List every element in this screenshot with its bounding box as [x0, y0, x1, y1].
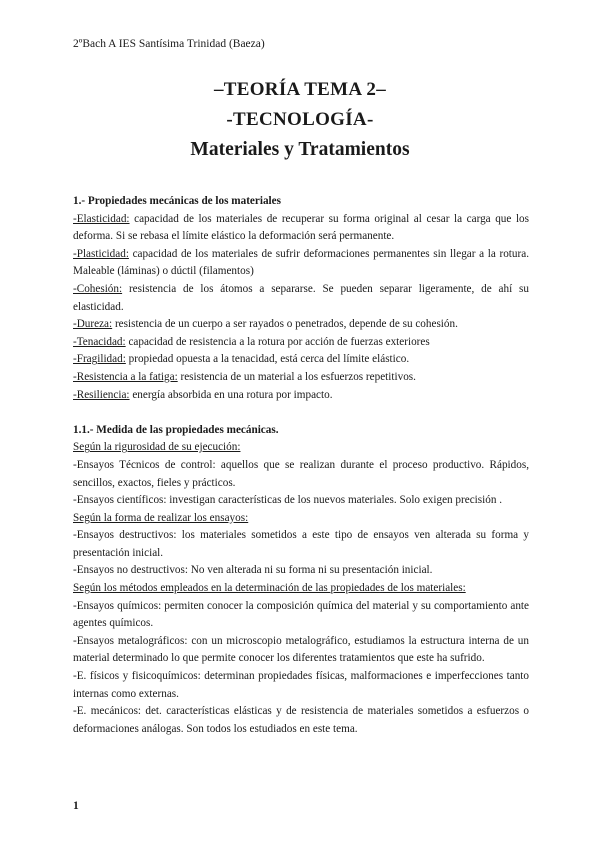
subheading-forma: Según la forma de realizar los ensayos:: [73, 511, 249, 524]
property-definition: resistencia de un cuerpo a ser rayados o penetrados, depende de su cohesión.: [112, 318, 458, 331]
property-definition: resistencia de los átomos a separarse. Se pueden separar ligeramente, de ahí su elasticidad.: [73, 282, 529, 313]
page-number: 1: [73, 800, 79, 812]
subheading-rigurosidad: Según la rigurosidad de su ejecución:: [73, 441, 241, 454]
property-item: [73, 211, 529, 246]
title-block: [0, 78, 600, 162]
paragraph: -E. mecánicos: det. características elásticas y de resistencia de materiales sometidos a esfuerzos o deformaciones análogas. Son todos los estudiados en este tema.: [73, 705, 529, 735]
property-term: -Fragilidad:: [73, 353, 126, 366]
property-term: -Elasticidad:: [73, 212, 130, 225]
property-item: [73, 351, 529, 369]
property-definition: capacidad de los materiales de sufrir deformaciones permanentes sin llegar a la rotura. Maleable (láminas) o dúctil (filamentos): [73, 247, 529, 278]
page-header: 2ºBach A IES Santísima Trinidad (Baeza): [73, 38, 265, 50]
property-term: -Plasticidad:: [73, 247, 129, 260]
paragraph: -Ensayos destructivos: los materiales sometidos a este tipo de ensayos ven alterada su forma y presentación inicial.: [73, 529, 529, 559]
paragraph: -Ensayos metalográficos: con un microscopio metalográfico, estudiamos la estructura interna de un material determinado lo que permite conocer los diferentes tratamientos que este ha sufrido.: [73, 634, 529, 665]
section-heading-1: 1.- Propiedades mecánicas de los materiales: [73, 195, 281, 207]
property-term: -Resiliencia:: [73, 388, 130, 401]
property-term: -Resistencia a la fatiga:: [73, 370, 178, 383]
paragraph: -Ensayos no destructivos: No ven alterada ni su forma ni su presentación inicial.: [73, 564, 433, 577]
section-spacer: [73, 404, 529, 422]
property-definition: resistencia de un material a los esfuerzos repetitivos.: [177, 370, 416, 383]
section-heading-2: 1.1.- Medida de las propiedades mecánicas.: [73, 423, 279, 436]
property-item: [73, 387, 529, 405]
title-line-2: -TECNOLOGÍA-: [226, 109, 374, 130]
property-term: -Tenacidad:: [73, 335, 126, 348]
property-definition: propiedad opuesta a la tenacidad, está cerca del límite elástico.: [125, 353, 410, 366]
property-item: [73, 316, 529, 334]
paragraph: -Ensayos Técnicos de control: aquellos que se realizan durante el proceso productivo. Rápidos, sencillos, exactos, fieles y prácticos.: [73, 458, 529, 489]
subheading-metodos: Según los métodos empleados en la determinación de las propiedades de los materiales:: [73, 582, 466, 595]
paragraph: -Ensayos científicos: investigan características de los nuevos materiales. Solo exigen precisión .: [73, 494, 503, 507]
property-term: -Dureza:: [73, 318, 113, 331]
property-term: -Cohesión:: [73, 282, 123, 295]
property-item: [73, 334, 529, 352]
property-definition: capacidad de resistencia a la rotura por acción de fuerzas exteriores: [125, 335, 430, 348]
property-definition: capacidad de los materiales de recuperar su forma original al cesar la carga que los deforma. Si se rebasa el límite elástico la deformación será permanente.: [73, 212, 529, 243]
title-line-1: –TEORÍA TEMA 2–: [213, 79, 387, 100]
property-definition: energía absorbida en una rotura por impacto.: [129, 388, 333, 401]
paragraph: -E. físicos y fisicoquímicos: determinan propiedades físicas, malformaciones e imperfecciones tanto internas como externas.: [73, 670, 529, 700]
property-item: [73, 281, 529, 316]
title-line-3: Materiales y Tratamientos: [190, 139, 410, 160]
property-item: [73, 246, 529, 281]
paragraph: -Ensayos químicos: permiten conocer la composición química del material y su comportamiento ante agentes químicos.: [73, 599, 529, 630]
property-item: [73, 369, 529, 387]
document-body: [73, 193, 529, 738]
